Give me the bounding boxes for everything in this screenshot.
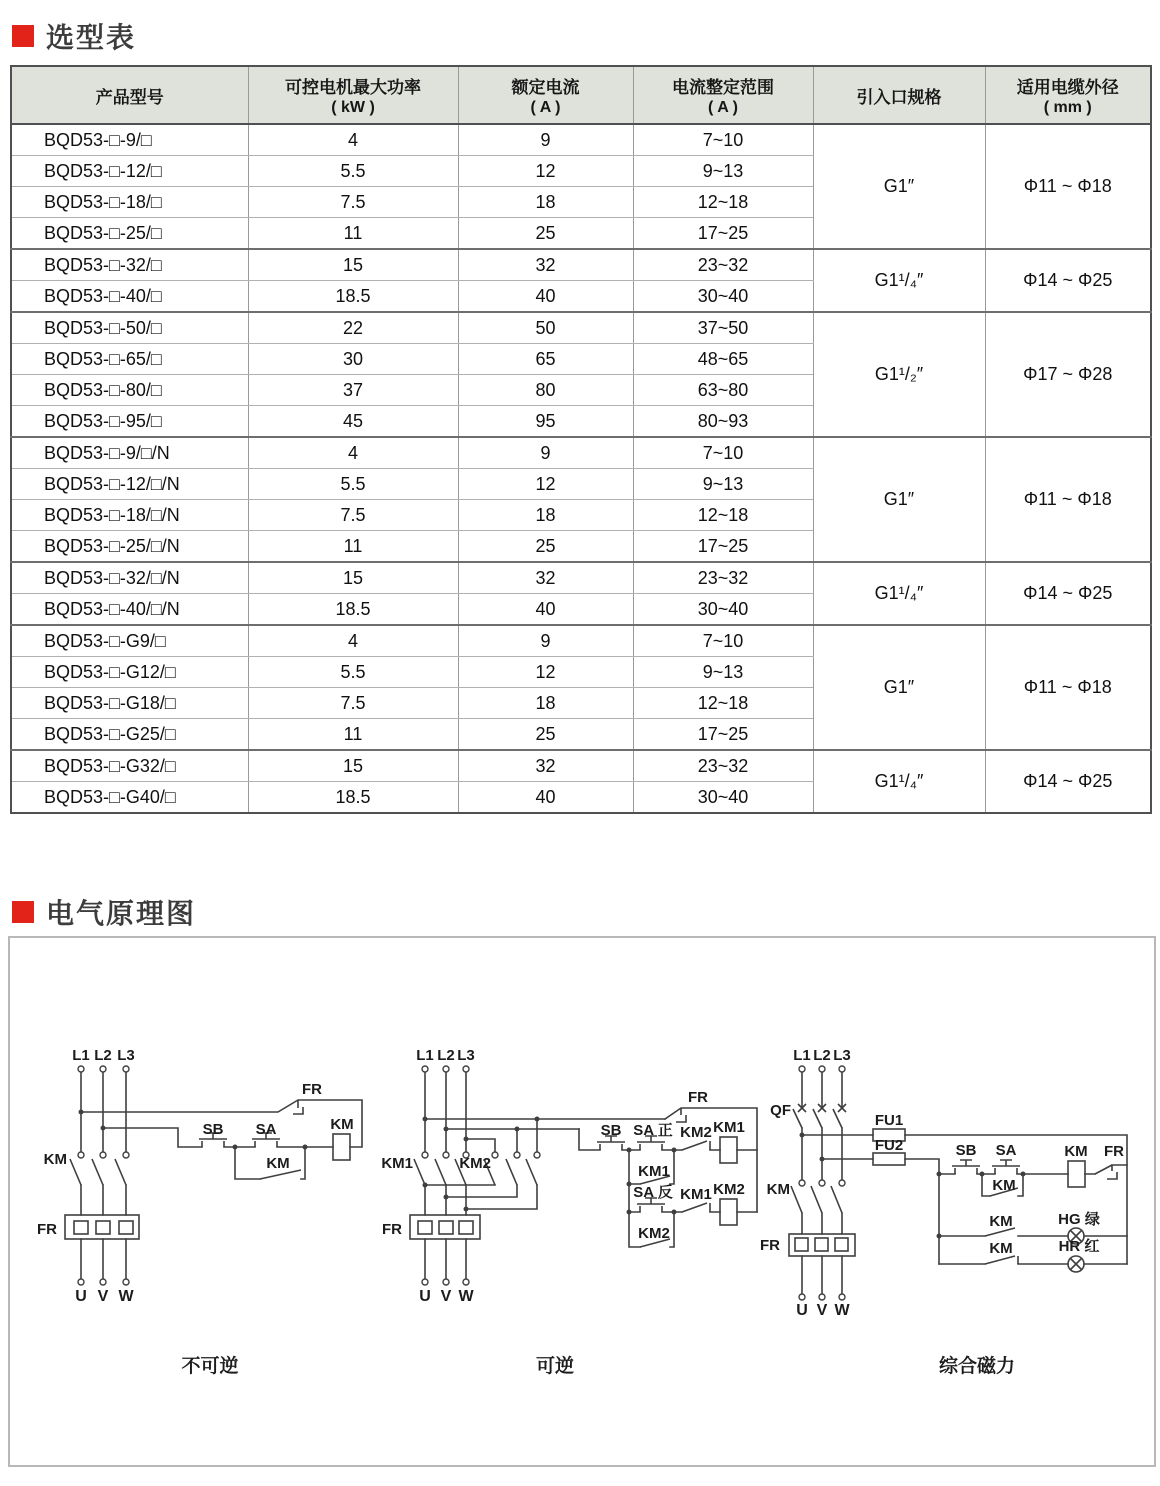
section-selection-title [12,16,136,56]
cell-range: 23~32 [633,750,813,782]
cell-current: 25 [458,719,633,751]
d2-label-l2: L2 [437,1047,455,1064]
cell-range: 30~40 [633,782,813,814]
cell-power: 4 [248,437,458,469]
col-header-inlet: 引入口规格 [813,66,985,124]
cell-model: BQD53-□-32/□/N [11,562,248,594]
d1-label-km-aux: KM [266,1155,290,1172]
cell-range: 17~25 [633,531,813,563]
cell-power: 30 [248,344,458,375]
d3-label-l3: L3 [833,1047,851,1064]
diagram-combined-magnetic [760,1047,1127,1377]
d1-label-km-main: KM [43,1151,67,1168]
col-header-range: 电流整定范围 ( A ) [633,66,813,124]
cell-model: BQD53-□-G12/□ [11,657,248,688]
d1-label-l1: L1 [72,1047,90,1064]
cell-current: 40 [458,594,633,626]
cell-model: BQD53-□-50/□ [11,312,248,344]
cell-power: 22 [248,312,458,344]
cell-power: 5.5 [248,469,458,500]
cell-cable: Φ14 ~ Φ25 [985,249,1151,312]
d3-label-qf: QF [770,1102,791,1119]
selection-table-wrap [10,65,1150,814]
cell-range: 23~32 [633,249,813,281]
d2-label-l3: L3 [457,1047,475,1064]
cell-current: 9 [458,124,633,156]
d2-label-fr-ctrl: FR [688,1089,708,1106]
d3-label-sa: SA [995,1142,1017,1159]
cell-current: 12 [458,469,633,500]
d3-fu2-symbol [873,1153,905,1165]
d1-caption: 不可逆 [181,1356,239,1377]
cell-power: 11 [248,531,458,563]
cell-model: BQD53-□-40/□ [11,281,248,313]
table-row [11,750,1151,782]
cell-model: BQD53-□-18/□ [11,187,248,218]
d1-label-fr-main: FR [37,1221,57,1238]
cell-current: 25 [458,531,633,563]
cell-inlet: G1¹/₄″ [813,562,985,625]
cell-current: 9 [458,437,633,469]
cell-inlet: G1¹/₂″ [813,312,985,437]
cell-power: 7.5 [248,187,458,218]
diagram-reversible [381,1047,757,1377]
cell-range: 80~93 [633,406,813,438]
d1-label-l2: L2 [94,1047,112,1064]
cell-range: 7~10 [633,437,813,469]
d2-km1-coil-symbol [720,1137,737,1163]
cell-cable: Φ11 ~ Φ18 [985,124,1151,249]
d2-label-km2: KM2 [459,1155,491,1172]
section-schematic-title [12,892,196,932]
cell-model: BQD53-□-18/□/N [11,500,248,531]
cell-cable: Φ17 ~ Φ28 [985,312,1151,437]
d3-label-l1: L1 [793,1047,811,1064]
cell-current: 18 [458,187,633,218]
cell-power: 7.5 [248,500,458,531]
cell-current: 32 [458,562,633,594]
cell-current: 32 [458,249,633,281]
cell-current: 50 [458,312,633,344]
d1-label-fr-ctrl: FR [302,1081,322,1098]
cell-range: 17~25 [633,719,813,751]
d2-label-km1-coil: KM1 [713,1119,745,1136]
d3-label-km-no: KM [989,1213,1013,1230]
cell-range: 9~13 [633,469,813,500]
d2-label-sa-rev: SA 反 [633,1184,673,1201]
d3-label-fr-main: FR [760,1237,780,1254]
cell-power: 15 [248,249,458,281]
d2-label-fr-main: FR [382,1221,402,1238]
schematic-svg [10,938,1154,1465]
d3-label-fu1: FU1 [874,1112,904,1129]
d1-label-l3: L3 [117,1047,135,1064]
cell-range: 12~18 [633,688,813,719]
d3-label-km-main: KM [766,1181,790,1198]
cell-current: 9 [458,625,633,657]
cell-model: BQD53-□-G18/□ [11,688,248,719]
cell-inlet: G1¹/₄″ [813,249,985,312]
d1-km-coil-symbol [333,1134,350,1160]
d3-label-fu2: FU2 [874,1137,904,1154]
cell-model: BQD53-□-12/□ [11,156,248,187]
table-row [11,625,1151,657]
cell-power: 4 [248,625,458,657]
cell-model: BQD53-□-12/□/N [11,469,248,500]
cell-cable: Φ11 ~ Φ18 [985,437,1151,562]
d2-label-km2-nc: KM2 [680,1124,712,1141]
d3-label-w: W [834,1302,850,1319]
cell-model: BQD53-□-40/□/N [11,594,248,626]
cell-current: 12 [458,156,633,187]
cell-current: 95 [458,406,633,438]
d3-label-fr-ctrl: FR [1104,1143,1124,1160]
cell-range: 12~18 [633,187,813,218]
cell-model: BQD53-□-95/□ [11,406,248,438]
d2-label-v: V [440,1288,452,1305]
cell-power: 37 [248,375,458,406]
col-header-current: 额定电流 ( A ) [458,66,633,124]
col-header-power: 可控电机最大功率 ( kW ) [248,66,458,124]
d2-caption: 可逆 [535,1356,575,1377]
d3-caption: 综合磁力 [938,1356,1016,1377]
cell-model: BQD53-□-65/□ [11,344,248,375]
d1-wiring [65,1066,362,1285]
cell-power: 5.5 [248,156,458,187]
cell-power: 18.5 [248,594,458,626]
header-row [11,66,1151,124]
cell-inlet: G1″ [813,437,985,562]
section-title-text: 电气原理图 [46,898,197,929]
d1-label-sb: SB [202,1121,224,1138]
d2-km2-coil-symbol [720,1199,737,1225]
d2-fr-box [410,1215,480,1239]
schematic-box [8,936,1156,1467]
cell-cable: Φ14 ~ Φ25 [985,562,1151,625]
cell-power: 18.5 [248,281,458,313]
d2-label-km1-aux: KM1 [638,1163,670,1180]
cell-range: 63~80 [633,375,813,406]
cell-model: BQD53-□-25/□ [11,218,248,250]
cell-model: BQD53-□-G25/□ [11,719,248,751]
diagram-nonreversible [37,1047,362,1377]
cell-current: 25 [458,218,633,250]
cell-range: 30~40 [633,594,813,626]
cell-model: BQD53-□-9/□ [11,124,248,156]
cell-inlet: G1″ [813,124,985,249]
cell-model: BQD53-□-G40/□ [11,782,248,814]
col-header-model: 产品型号 [11,66,248,124]
table-row [11,249,1151,281]
cell-power: 11 [248,218,458,250]
section-title-text: 选型表 [46,22,137,53]
d1-label-km-coil: KM [330,1116,354,1133]
cell-power: 45 [248,406,458,438]
selection-table-body [11,124,1151,813]
cell-power: 4 [248,124,458,156]
d1-label-w: W [118,1288,134,1305]
d3-wiring [789,1066,1127,1300]
cell-current: 18 [458,500,633,531]
cell-power: 7.5 [248,688,458,719]
d3-label-km-nc: KM [989,1240,1013,1257]
cell-model: BQD53-□-80/□ [11,375,248,406]
d3-label-l2: L2 [813,1047,831,1064]
d1-label-v: V [97,1288,109,1305]
cell-range: 37~50 [633,312,813,344]
cell-current: 18 [458,688,633,719]
cell-range: 48~65 [633,344,813,375]
red-square-bullet-icon [12,25,34,47]
d2-label-km1: KM1 [381,1155,413,1172]
d2-label-km2-aux: KM2 [638,1225,670,1242]
d1-label-sa: SA [255,1121,277,1138]
cell-model: BQD53-□-9/□/N [11,437,248,469]
d2-label-sb: SB [600,1122,622,1139]
cell-model: BQD53-□-G32/□ [11,750,248,782]
cell-power: 15 [248,562,458,594]
cell-power: 5.5 [248,657,458,688]
d1-fr-box [65,1215,139,1239]
col-header-cable: 适用电缆外径 ( mm ) [985,66,1151,124]
d3-label-hr: HR 红 [1058,1238,1100,1255]
cell-range: 9~13 [633,156,813,187]
cell-current: 32 [458,750,633,782]
cell-current: 80 [458,375,633,406]
cell-range: 7~10 [633,625,813,657]
d2-label-l1: L1 [416,1047,434,1064]
d2-label-w: W [458,1288,474,1305]
table-row [11,124,1151,156]
cell-range: 9~13 [633,657,813,688]
cell-model: BQD53-□-32/□ [11,249,248,281]
cell-range: 30~40 [633,281,813,313]
cell-cable: Φ11 ~ Φ18 [985,625,1151,750]
cell-power: 15 [248,750,458,782]
cell-inlet: G1¹/₄″ [813,750,985,813]
cell-power: 11 [248,719,458,751]
d2-label-km2-coil: KM2 [713,1181,745,1198]
table-row [11,562,1151,594]
cell-current: 65 [458,344,633,375]
d1-label-u: U [75,1288,87,1305]
cell-range: 12~18 [633,500,813,531]
cell-power: 18.5 [248,782,458,814]
d3-label-v: V [816,1302,828,1319]
cell-range: 7~10 [633,124,813,156]
cell-current: 40 [458,782,633,814]
d3-label-km-coil: KM [1064,1143,1088,1160]
table-row [11,437,1151,469]
cell-model: BQD53-□-25/□/N [11,531,248,563]
d2-label-u: U [419,1288,431,1305]
cell-current: 40 [458,281,633,313]
d3-label-sb: SB [955,1142,977,1159]
cell-cable: Φ14 ~ Φ25 [985,750,1151,813]
d2-label-km1-nc: KM1 [680,1186,712,1203]
d3-label-u: U [796,1302,808,1319]
red-square-bullet-icon [12,901,34,923]
cell-range: 17~25 [633,218,813,250]
selection-table-head [11,66,1151,124]
d3-label-hg: HG 绿 [1058,1211,1100,1228]
d3-label-km-aux: KM [992,1177,1016,1194]
cell-model: BQD53-□-G9/□ [11,625,248,657]
d3-km-coil-symbol [1068,1161,1085,1187]
cell-inlet: G1″ [813,625,985,750]
cell-current: 12 [458,657,633,688]
d2-label-sa-fwd: SA 正 [633,1122,673,1139]
cell-range: 23~32 [633,562,813,594]
selection-table [10,65,1152,814]
table-row [11,312,1151,344]
